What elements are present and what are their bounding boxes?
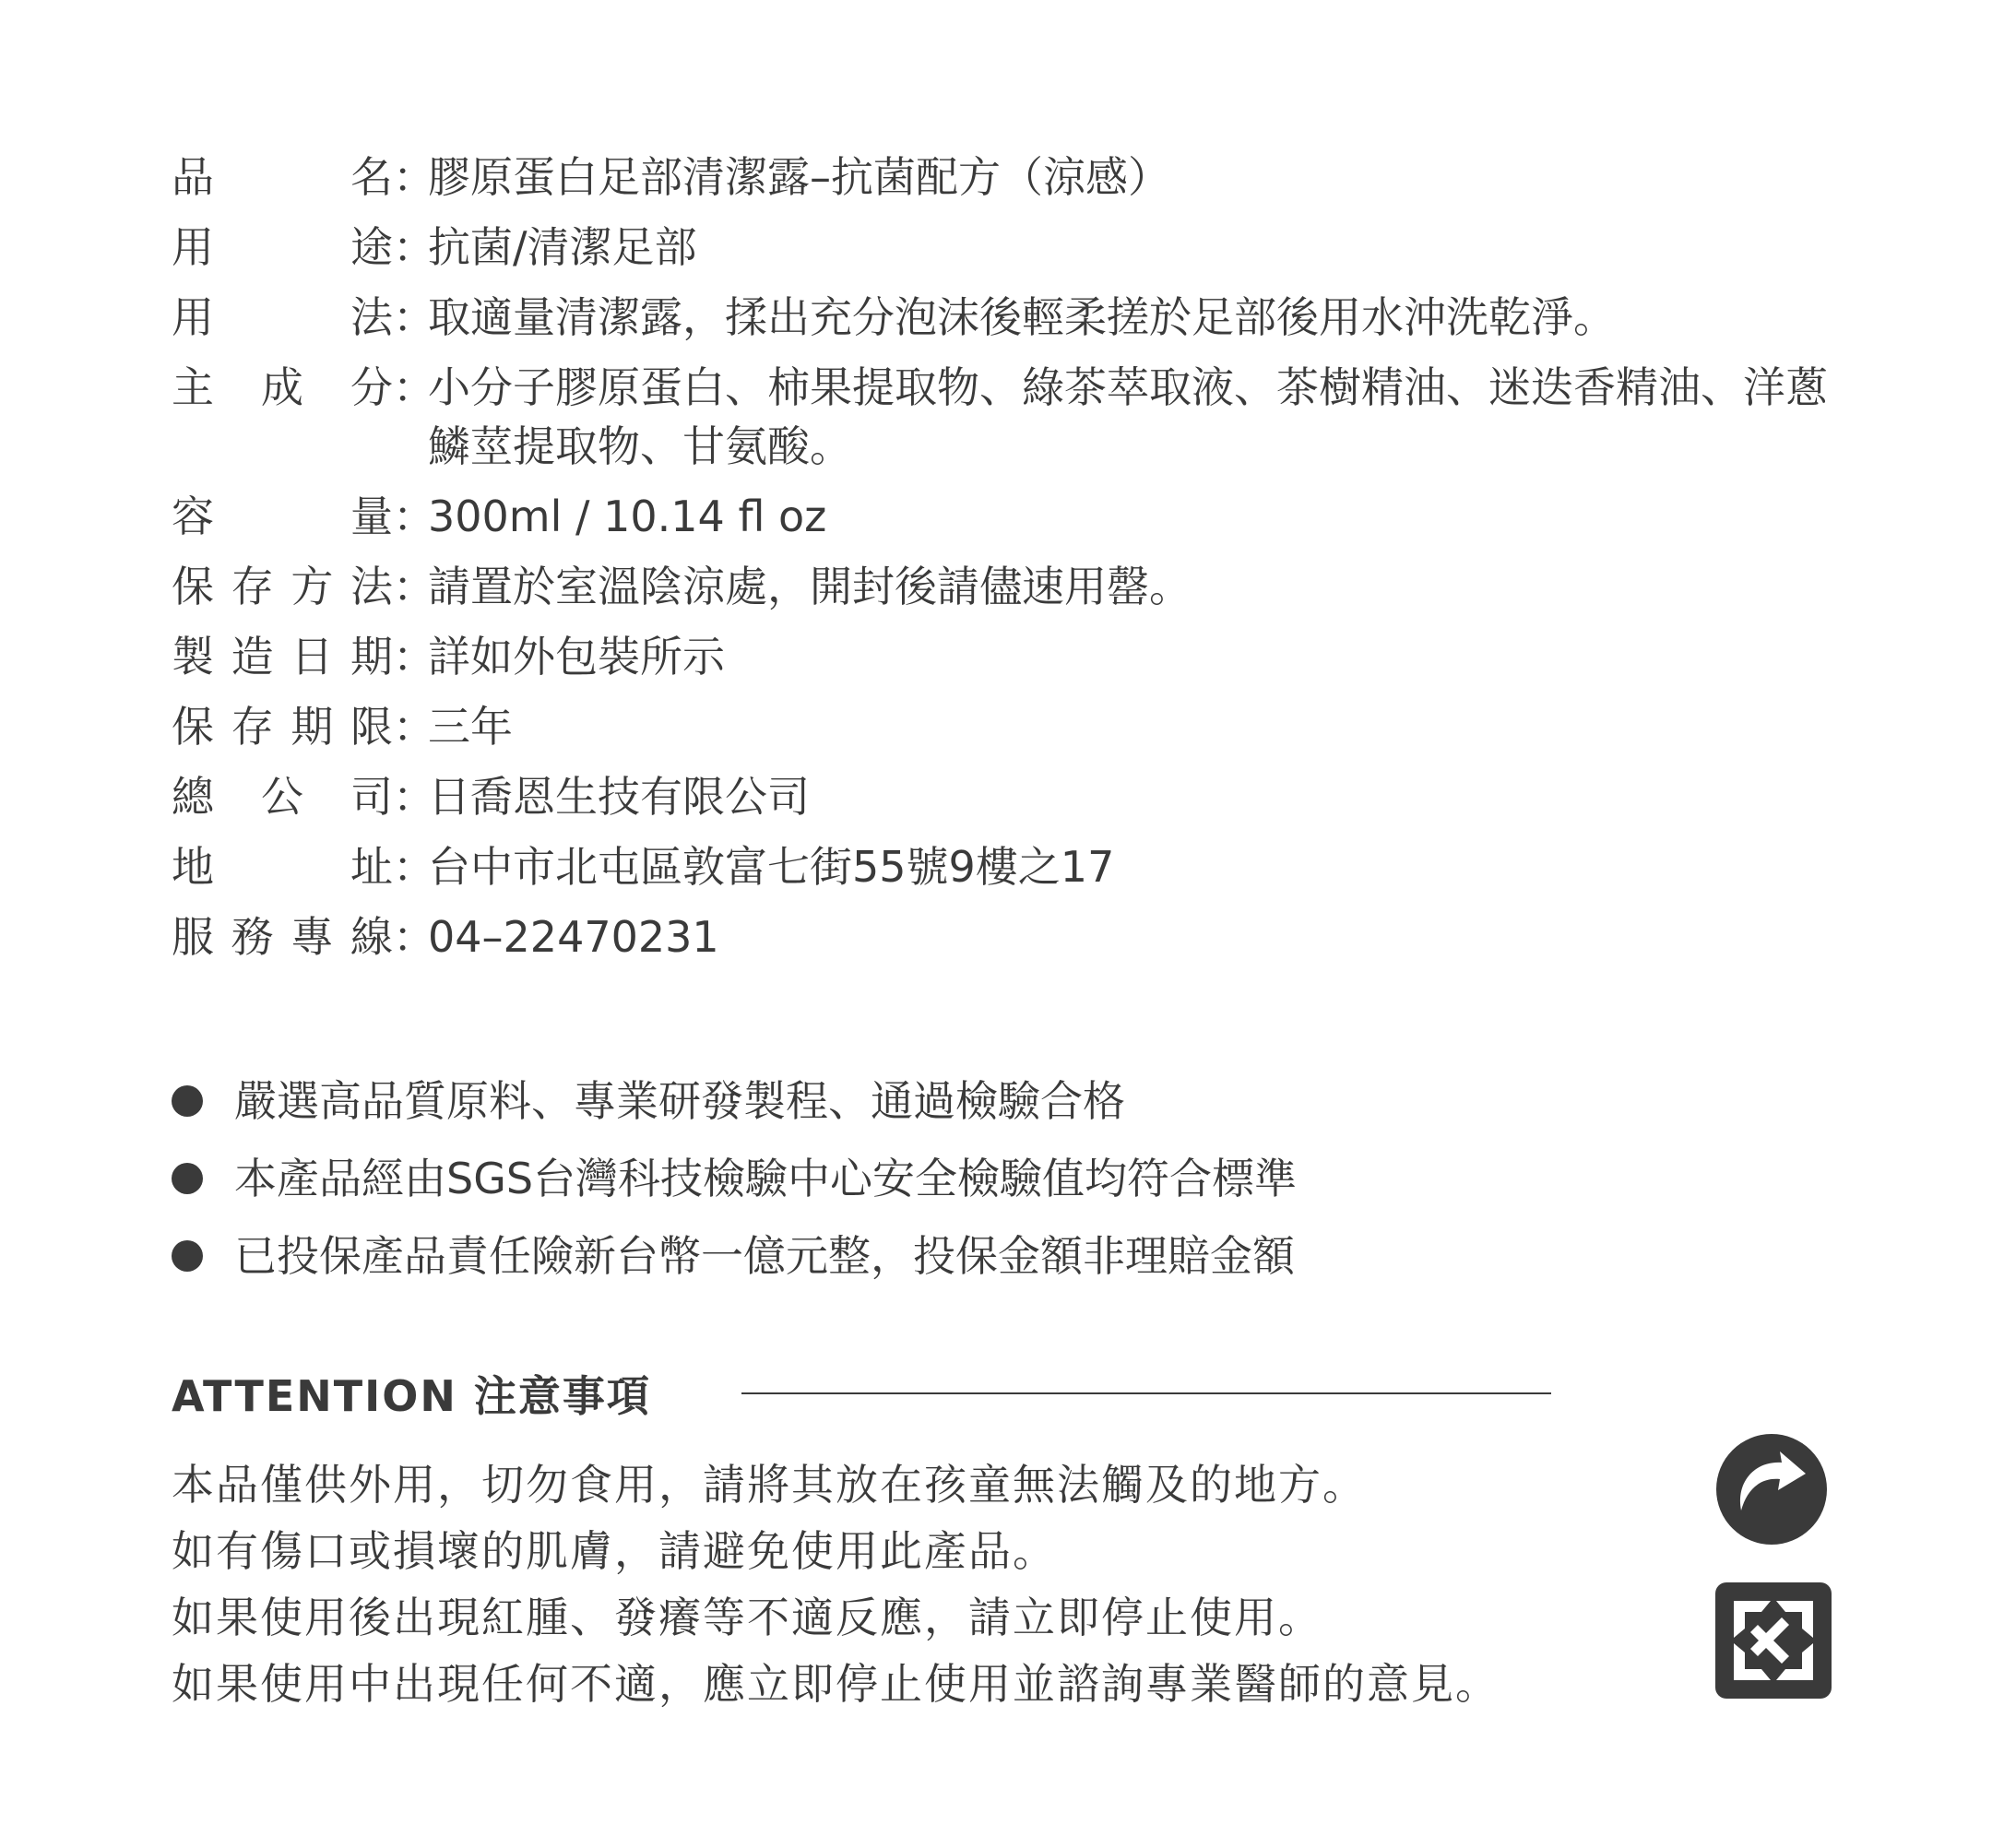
spec-value: 請置於室溫陰涼處，開封後請儘速用罄。	[428, 562, 1192, 611]
spec-label: 地址	[172, 842, 393, 892]
spec-row-storage	[172, 557, 1830, 616]
attention-note: 如果使用中出現任何不適，應立即停止使用並諮詢專業醫師的意見。	[172, 1659, 1500, 1709]
spec-row-manufacture-date	[172, 627, 1830, 686]
spec-row-name	[172, 148, 1830, 207]
list-item	[172, 1217, 1297, 1295]
bullet-dot-icon	[172, 1240, 203, 1272]
spec-label: 用途	[172, 222, 393, 272]
spec-value: 300ml / 10.14 fl oz	[428, 492, 827, 541]
attention-heading: ATTENTION 注意事項	[172, 1371, 651, 1421]
spec-colon: ：	[393, 492, 435, 541]
spec-label: 保存方法	[172, 562, 393, 611]
spec-label: 服務專線	[172, 912, 393, 962]
spec-row-shelf-life	[172, 697, 1830, 756]
spec-row-company	[172, 767, 1830, 826]
bullet-text: 已投保產品責任險新台幣一億元整，投保金額非理賠金額	[234, 1231, 1295, 1281]
spec-colon: ：	[393, 912, 435, 962]
bullet-dot-icon	[172, 1085, 203, 1117]
spec-row-service-line	[172, 907, 1830, 966]
spec-colon: ：	[393, 772, 435, 822]
list-item	[172, 1062, 1297, 1140]
spec-colon: ：	[393, 222, 435, 272]
green-dot-recycling-icon	[1713, 1431, 1830, 1547]
feature-bullets	[172, 1062, 1297, 1295]
spec-colon: ：	[393, 292, 435, 342]
list-item	[172, 1140, 1297, 1217]
spec-label: 主成分	[172, 362, 393, 412]
bullet-dot-icon	[172, 1163, 203, 1194]
spec-value: 詳如外包裝所示	[428, 632, 725, 681]
spec-colon: ：	[393, 842, 435, 892]
attention-divider	[741, 1392, 1551, 1394]
spec-label: 用法	[172, 292, 393, 342]
taiwan-recycling-icon	[1713, 1581, 1833, 1700]
product-spec-list	[172, 148, 1830, 977]
spec-label: 容量	[172, 492, 393, 541]
spec-row-usage	[172, 288, 1830, 347]
spec-colon: ：	[393, 362, 435, 412]
spec-value: 取適量清潔露，揉出充分泡沫後輕柔搓於足部後用水沖洗乾淨。	[428, 292, 1616, 342]
spec-value: 三年	[428, 702, 513, 752]
spec-value: 04–22470231	[428, 912, 719, 962]
spec-value: 膠原蛋白足部清潔露–抗菌配方（涼感）	[428, 152, 1170, 202]
attention-note: 如有傷口或損壞的肌膚，請避免使用此產品。	[172, 1526, 1057, 1576]
bullet-text: 本產品經由SGS台灣科技檢驗中心安全檢驗值均符合標準	[234, 1154, 1298, 1203]
spec-colon: ：	[393, 152, 435, 202]
attention-note: 如果使用後出現紅腫、發癢等不適反應，請立即停止使用。	[172, 1593, 1322, 1642]
spec-value: 小分子膠原蛋白、柿果提取物、綠茶萃取液、茶樹精油、迷迭香精油、洋蔥鱗莖提取物、甘氨酸。	[428, 362, 1828, 471]
attention-notes	[172, 1451, 1500, 1717]
spec-colon: ：	[393, 562, 435, 611]
spec-row-ingredients	[172, 358, 1830, 476]
recycling-marks	[1713, 1431, 1843, 1704]
spec-label: 總公司	[172, 772, 393, 822]
spec-value: 台中市北屯區敦富七街55號9樓之17	[428, 842, 1115, 892]
spec-row-use	[172, 218, 1830, 277]
spec-label: 保存期限	[172, 702, 393, 752]
spec-row-address	[172, 837, 1830, 896]
bullet-text: 嚴選高品質原料、專業研發製程、通過檢驗合格	[234, 1076, 1125, 1126]
spec-row-volume	[172, 487, 1830, 546]
spec-value: 抗菌/清潔足部	[428, 222, 697, 272]
spec-value: 日喬恩生技有限公司	[428, 772, 810, 822]
spec-label: 品名	[172, 152, 393, 202]
spec-colon: ：	[393, 632, 435, 681]
attention-note: 本品僅供外用，切勿食用，請將其放在孩童無法觸及的地方。	[172, 1460, 1367, 1510]
spec-label: 製造日期	[172, 632, 393, 681]
spec-colon: ：	[393, 702, 435, 752]
